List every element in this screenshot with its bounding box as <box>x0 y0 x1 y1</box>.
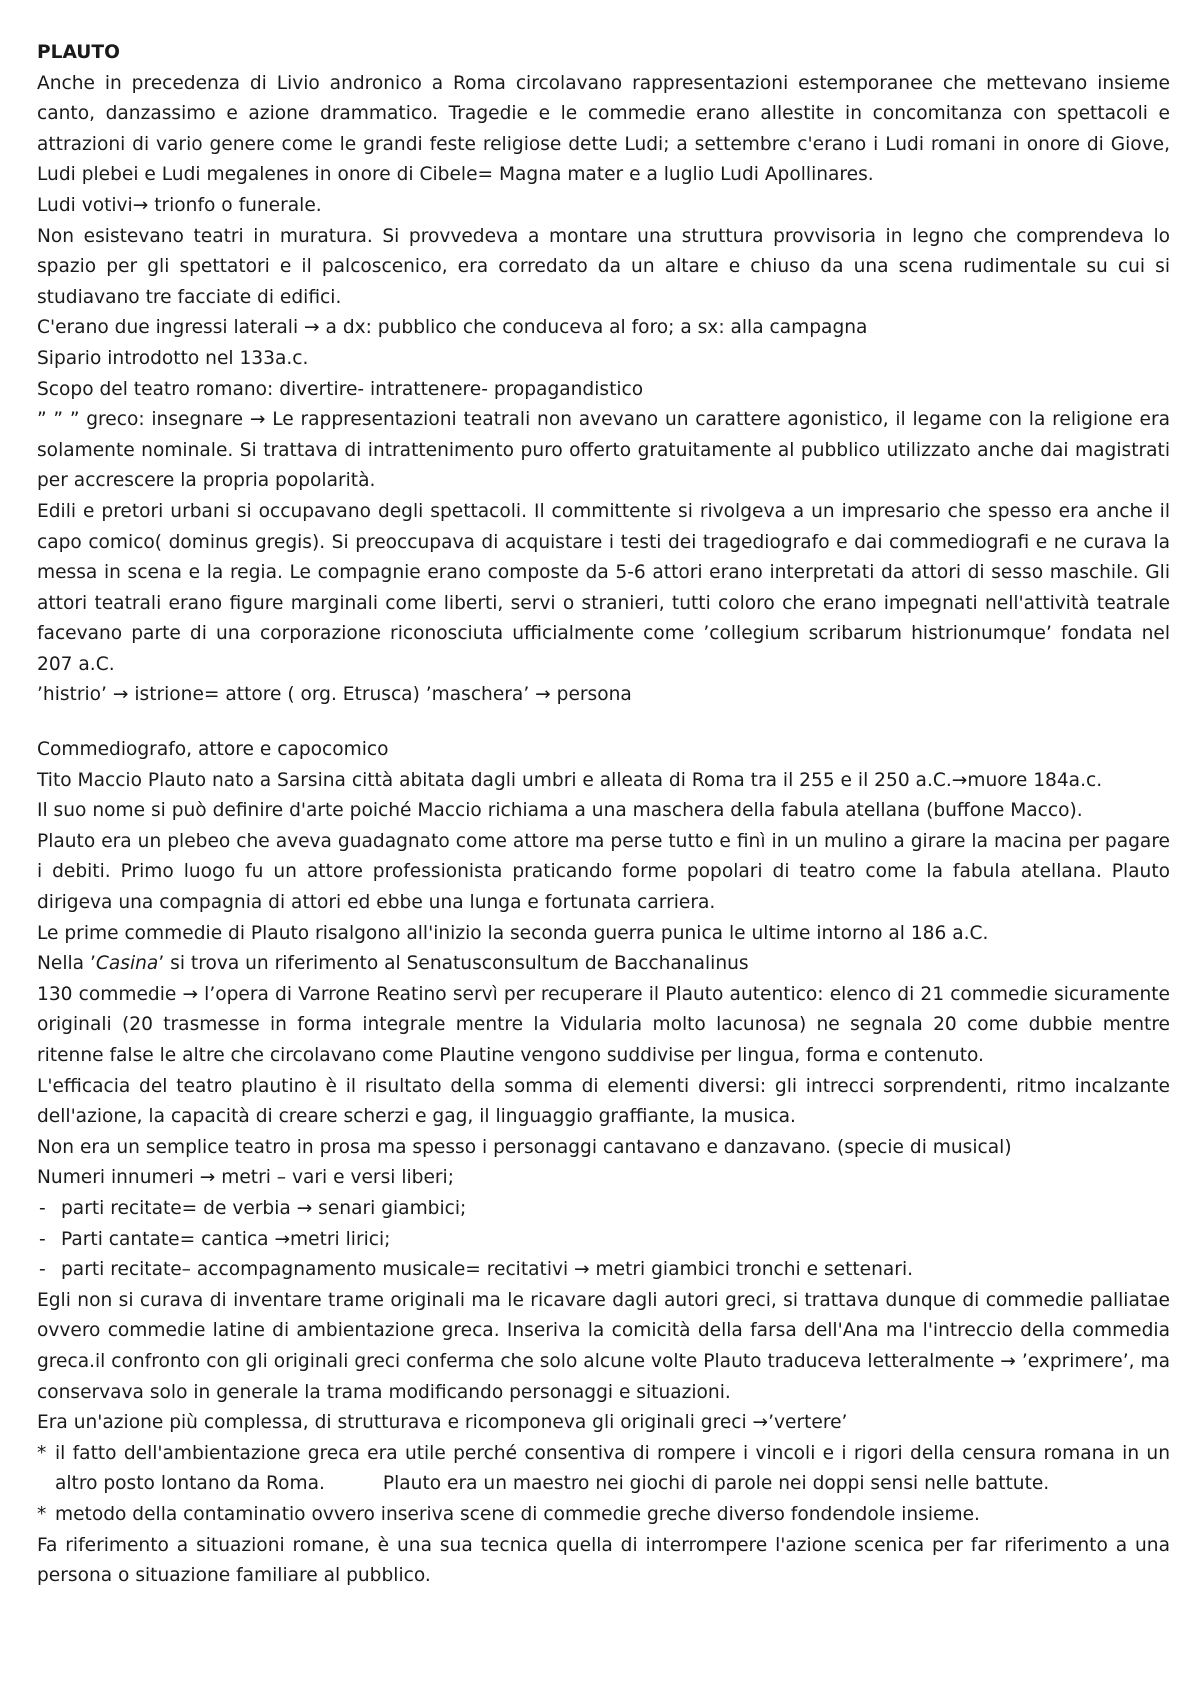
dash-list-item: - parti recitate– accompagnamento musicale= recitativi → metri giambici tronchi e settenari. <box>37 1255 1170 1286</box>
star-note-1-text: il fatto dell'ambientazione greca era utile perché consentiva di rompere i vincoli e i rigori della censura romana in un altro posto lontano da Roma. <box>55 1442 1170 1495</box>
dash-list-item: - Parti cantate= cantica →metri lirici; <box>37 1225 1170 1256</box>
body-paragraph-10: Era un'azione più complessa, di strutturava e ricomponeva gli originali greci →’vertere’ <box>37 1412 848 1434</box>
body-paragraph-1: Tito Maccio Plauto nato a Sarsina città abitata dagli umbri e alleata di Roma tra il 255 e il 250 a.C.→muore 184a.c. <box>37 769 1103 791</box>
intro-paragraph-4: C'erano due ingressi laterali → a dx: pubblico che conduceva al foro; a sx: alla campagna <box>37 317 868 339</box>
body-paragraph-4: Le prime commedie di Plauto risalgono all'inizio la seconda guerra punica le ultime intorno al 186 a.C. <box>37 922 989 944</box>
body-paragraph-6: L'efficacia del teatro plautino è il risultato della somma di elementi diversi: gli intrecci sorprendenti, ritmo incalzante dell'azione, la capacità di creare scherzi e gag, il linguaggio graffiante, la musica. <box>37 1075 1170 1128</box>
intro-paragraph-2: Ludi votivi→ trionfo o funerale. <box>37 194 322 216</box>
body-paragraph-3: Plauto era un plebeo che aveva guadagnato come attore ma perse tutto e finì in un mulino a girare la macina per pagare i debiti. Primo luogo fu un attore professionista praticando forme popolari di teatro come la fabula atellana. Plauto dirigeva una compagnia di attori ed ebbe una lunga e fortunata carriera. <box>37 830 1170 914</box>
body-paragraph-7: Non era un semplice teatro in prosa ma spesso i personaggi cantavano e danzavano. (specie di musical) <box>37 1136 1012 1158</box>
dash-list-item: - parti recitate= de verbia → senari giambici; <box>37 1194 1170 1225</box>
intro-paragraph-9: ’histrio’ → istrione= attore ( org. Etrusca) ’maschera’ → persona <box>37 684 632 706</box>
casina-title: Casina <box>95 953 159 975</box>
body-paragraph-9: Egli non si curava di inventare trame originali ma le ricavare dagli autori greci, si trattava dunque di commedie palliatae ovvero commedie latine di ambientazione greca. Inseriva la comicità della farsa dell'Ana ma l'intreccio della commedia greca.il confronto con gli originali greci conferma che solo alcune volte Plauto traduceva letteralmente → ’exprimere’, ma conservava solo in generale la trama modificando personaggi e situazioni. <box>37 1289 1170 1403</box>
star-note-1 <box>37 1439 1170 1500</box>
body-paragraph-2: Il suo nome si può definire d'arte poiché Maccio richiama a una maschera della fabula atellana (buffone Macco). <box>37 800 1083 822</box>
page-title: PLAUTO <box>37 42 120 63</box>
intro-paragraph-6: Scopo del teatro romano: divertire- intrattenere- propagandistico <box>37 378 644 400</box>
body-paragraph-8: Numeri innumeri → metri – vari e versi liberi; <box>37 1167 454 1189</box>
star-note-2: * metodo della contaminatio ovvero inseriva scene di commedie greche diverso fondendole insieme. <box>37 1500 1170 1531</box>
intro-paragraph-3: Non esistevano teatri in muratura. Si provvedeva a montare una struttura provvisoria in legno che comprendeva lo spazio per gli spettatori e il palcoscenico, era corredato da un altare e chiuso da una scena rudimentale su cui si studiavano tre facciate di edifici. <box>37 225 1170 308</box>
section-spacer <box>37 711 1170 735</box>
intro-paragraph-7: ” ” ” greco: insegnare → Le rappresentazioni teatrali non avevano un carattere agonistico, il legame con la religione era solamente nominale. Si trattava di intrattenimento puro offerto gratuitamente al pubblico utilizzato anche dai magistrati per accrescere la propria popolarità. <box>37 409 1170 492</box>
casina-before: Nella ’ <box>37 953 96 975</box>
intro-paragraph-5: Sipario introdotto nel 133a.c. <box>37 347 309 369</box>
intro-paragraph-1: Anche in precedenza di Livio andronico a Roma circolavano rappresentazioni estemporanee che mettevano insieme canto, danzassimo e azione drammatico. Tragedie e le commedie erano allestite in concomitanza con spettacoli e attrazioni di vario genere come le grandi feste religiose dette Ludi; a settembre c'erano i Ludi romani in onore di Giove, Ludi plebei e Ludi megalenes in onore di Cibele= Magna mater e a luglio Ludi Apollinares. <box>37 72 1170 186</box>
section-heading: Commediografo, attore e capocomico <box>37 739 389 761</box>
closing-paragraph: Fa riferimento a situazioni romane, è una sua tecnica quella di interrompere l'azione scenica per far riferimento a una persona o situazione familiare al pubblico. <box>37 1534 1170 1587</box>
casina-after: ’ si trova un riferimento al Senatusconsultum de Bacchanalinus <box>158 953 749 975</box>
star-note-1-tail: Plauto era un maestro nei giochi di parole nei doppi sensi nelle battute. <box>382 1473 1050 1495</box>
intro-paragraph-8: Edili e pretori urbani si occupavano degli spettacoli. Il committente si rivolgeva a un impresario che spesso era anche il capo comico( dominus gregis). Si preoccupava di acquistare i testi dei tragediografo e dai commediografi e ne curava la messa in scena e la regia. Le compagnie erano composte da 5-6 attori erano interpretati da attori di sesso maschile. Gli attori teatrali erano figure marginali come liberti, servi o stranieri, tutti coloro che erano impegnati nell'attività teatrale facevano parte di una corporazione riconosciuta ufficialmente come ’collegium scribarum histrionumque’ fondata nel 207 a.C. <box>37 500 1170 675</box>
body-paragraph-5: 130 commedie → l’opera di Varrone Reatino servì per recuperare il Plauto autentico: elenco di 21 commedie sicuramente originali (20 trasmesse in forma integrale mentre la Vidularia molto lacunosa) ne segnala 20 come dubbie mentre ritenne false le altre che circolavano come Plautine vengono suddivise per lingua, forma e contenuto. <box>37 983 1170 1066</box>
casina-paragraph <box>37 949 1170 980</box>
